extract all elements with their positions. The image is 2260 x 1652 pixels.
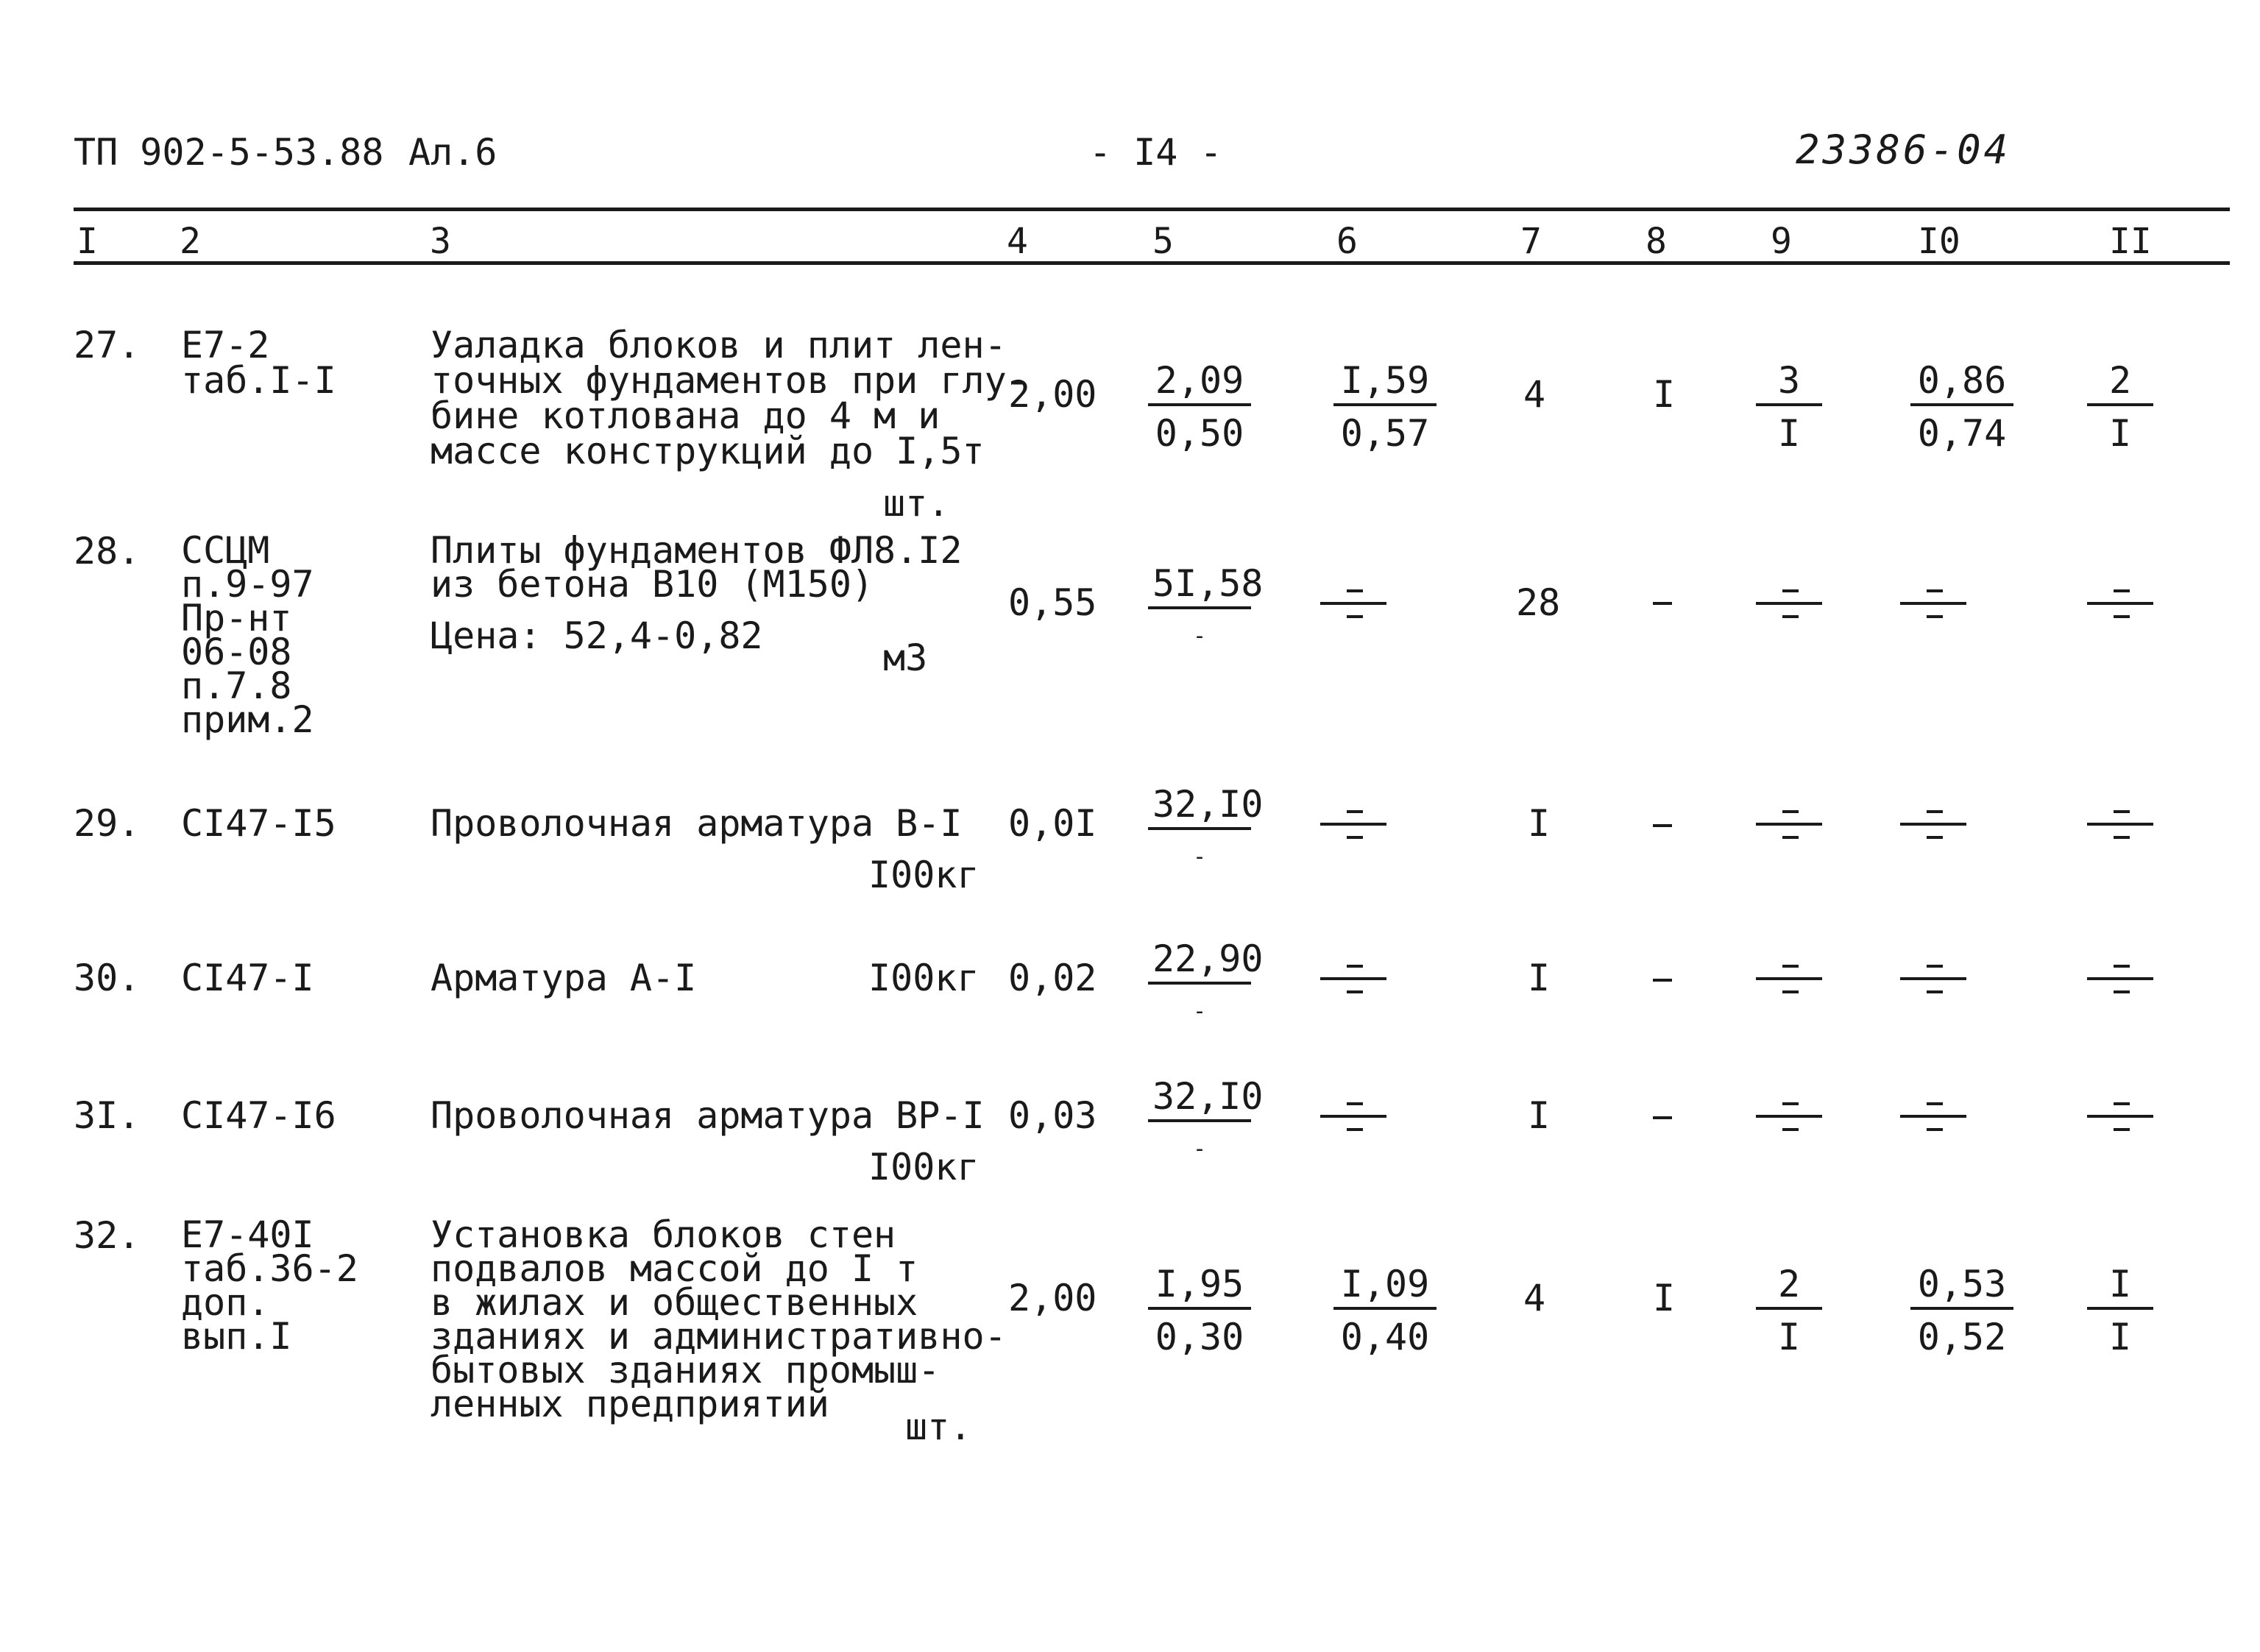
empty-fraction-col11 <box>2087 798 2153 850</box>
col-header-1: I <box>77 221 98 262</box>
empty-fraction-col9 <box>1756 578 1822 629</box>
col7-value: I <box>1528 1094 1551 1137</box>
top-rule <box>74 208 2230 211</box>
unit-label: шт. <box>883 482 950 525</box>
fraction-col9: $\frac{2}{I}$ <box>1756 1266 1822 1355</box>
work-description: Установка блоков стен подвалов массой до I т в жилах и общественных зданиях и административно- бытовых зданиях промыш- ленных предприятий <box>431 1213 1007 1425</box>
row-number: 30. <box>74 957 141 999</box>
work-description: Уaладка блоков и плит лен- точных фундаментов при глу- бине котлована до 4 м и массе конструкций до I,5т <box>431 324 1029 472</box>
col-header-10: I0 <box>1918 221 1960 262</box>
norm-code: СI47-I5 <box>181 802 336 845</box>
unit-label: I00кг <box>868 854 980 896</box>
col7-value: 4 <box>1523 373 1546 416</box>
quantity: 2,00 <box>1008 373 1097 416</box>
empty-fraction-col6 <box>1320 1091 1386 1142</box>
empty-fraction-col10 <box>1900 798 1966 850</box>
norm-code: ССЦМ п.9-97 Пр-нт 06-08 п.7.8 прим.2 <box>181 529 314 741</box>
header-bottom-rule <box>74 261 2230 265</box>
dash-col8 <box>1653 979 1672 982</box>
fraction-col10: $\frac{0,53}{0,52}$ <box>1910 1266 2013 1355</box>
fraction-col11: $\frac{2}{I}$ <box>2087 362 2153 452</box>
unit-label: I00кг <box>868 1146 980 1188</box>
row-number: 32. <box>74 1214 141 1257</box>
unit-label: шт. <box>905 1405 972 1448</box>
col8-value: I <box>1653 1277 1676 1319</box>
row-number: 29. <box>74 802 141 845</box>
col-header-8: 8 <box>1646 221 1667 262</box>
col-header-6: 6 <box>1336 221 1358 262</box>
col7-value: 4 <box>1523 1277 1546 1319</box>
empty-fraction-col11 <box>2087 953 2153 1004</box>
quantity: 0,55 <box>1008 581 1097 624</box>
col-header-7: 7 <box>1520 221 1542 262</box>
work-description: Плиты фундаментов ФЛ8.I2 из бетона В10 (М150) <box>431 529 963 606</box>
fraction-col5: $\frac{2,09}{0,50}$ <box>1148 362 1251 452</box>
quantity: 0,03 <box>1008 1094 1097 1137</box>
fraction-col10: $\frac{0,86}{0,74}$ <box>1910 362 2013 452</box>
fraction-col6: $\frac{I,59}{0,57}$ <box>1333 362 1437 452</box>
dash-col8 <box>1653 602 1672 605</box>
col-header-11: II <box>2109 221 2152 262</box>
inventory-number: 23386-04 <box>1796 127 2011 173</box>
empty-fraction-col9 <box>1756 798 1822 850</box>
fraction-col9: $\frac{3}{I}$ <box>1756 362 1822 452</box>
empty-fraction-col6 <box>1320 953 1386 1004</box>
col-header-3: 3 <box>430 221 451 262</box>
col-header-2: 2 <box>180 221 201 262</box>
norm-code: Е7-40I таб.36-2 доп. вып.I <box>181 1213 358 1358</box>
norm-code: СI47-I <box>181 957 314 999</box>
work-description: Проволочная арматура ВР-I <box>431 1094 985 1137</box>
norm-code: Е7-2 таб.I-I <box>181 324 336 402</box>
page-number: - I4 - <box>1089 131 1222 174</box>
fraction-col6: $\frac{I,09}{0,40}$ <box>1333 1266 1437 1355</box>
unit-label: м3 <box>883 637 928 679</box>
empty-fraction-col10 <box>1900 578 1966 629</box>
fraction-col5: 32,I0 - <box>1148 786 1251 876</box>
row-number: 3I. <box>74 1094 141 1137</box>
doc-code: ТП 902-5-53.88 <box>74 131 384 174</box>
row-number: 28. <box>74 530 141 572</box>
fraction-col5: $\frac{I,95}{0,30}$ <box>1148 1266 1251 1355</box>
row-number: 27. <box>74 324 141 366</box>
col-header-9: 9 <box>1771 221 1792 262</box>
fraction-col5: 32,I0 - <box>1148 1078 1251 1168</box>
price-note: Цена: 52,4-0,82 <box>431 614 763 657</box>
col7-value: I <box>1528 802 1551 845</box>
empty-fraction-col11 <box>2087 578 2153 629</box>
dash-col8 <box>1653 1116 1672 1119</box>
fraction-col11: $\frac{I}{I}$ <box>2087 1266 2153 1355</box>
fraction-col5: 22,90 - <box>1148 940 1251 1030</box>
unit-label: I00кг <box>868 957 980 999</box>
quantity: 2,00 <box>1008 1277 1097 1319</box>
col7-value: 28 <box>1516 581 1561 624</box>
dash-col8 <box>1653 824 1672 827</box>
quantity: 0,02 <box>1008 957 1097 999</box>
work-description: Арматура А-I <box>431 957 697 999</box>
col8-value: I <box>1653 373 1676 416</box>
col-header-4: 4 <box>1007 221 1028 262</box>
empty-fraction-col6 <box>1320 798 1386 850</box>
fraction-col5: 5I,58 - <box>1148 565 1251 655</box>
empty-fraction-col9 <box>1756 953 1822 1004</box>
norm-code: СI47-I6 <box>181 1094 336 1137</box>
quantity: 0,0I <box>1008 802 1097 845</box>
empty-fraction-col11 <box>2087 1091 2153 1142</box>
album-number: Ал.6 <box>408 131 497 174</box>
empty-fraction-col10 <box>1900 953 1966 1004</box>
empty-fraction-col6 <box>1320 578 1386 629</box>
empty-fraction-col10 <box>1900 1091 1966 1142</box>
work-description: Проволочная арматура В-I <box>431 802 963 845</box>
col7-value: I <box>1528 957 1551 999</box>
empty-fraction-col9 <box>1756 1091 1822 1142</box>
col-header-5: 5 <box>1152 221 1174 262</box>
